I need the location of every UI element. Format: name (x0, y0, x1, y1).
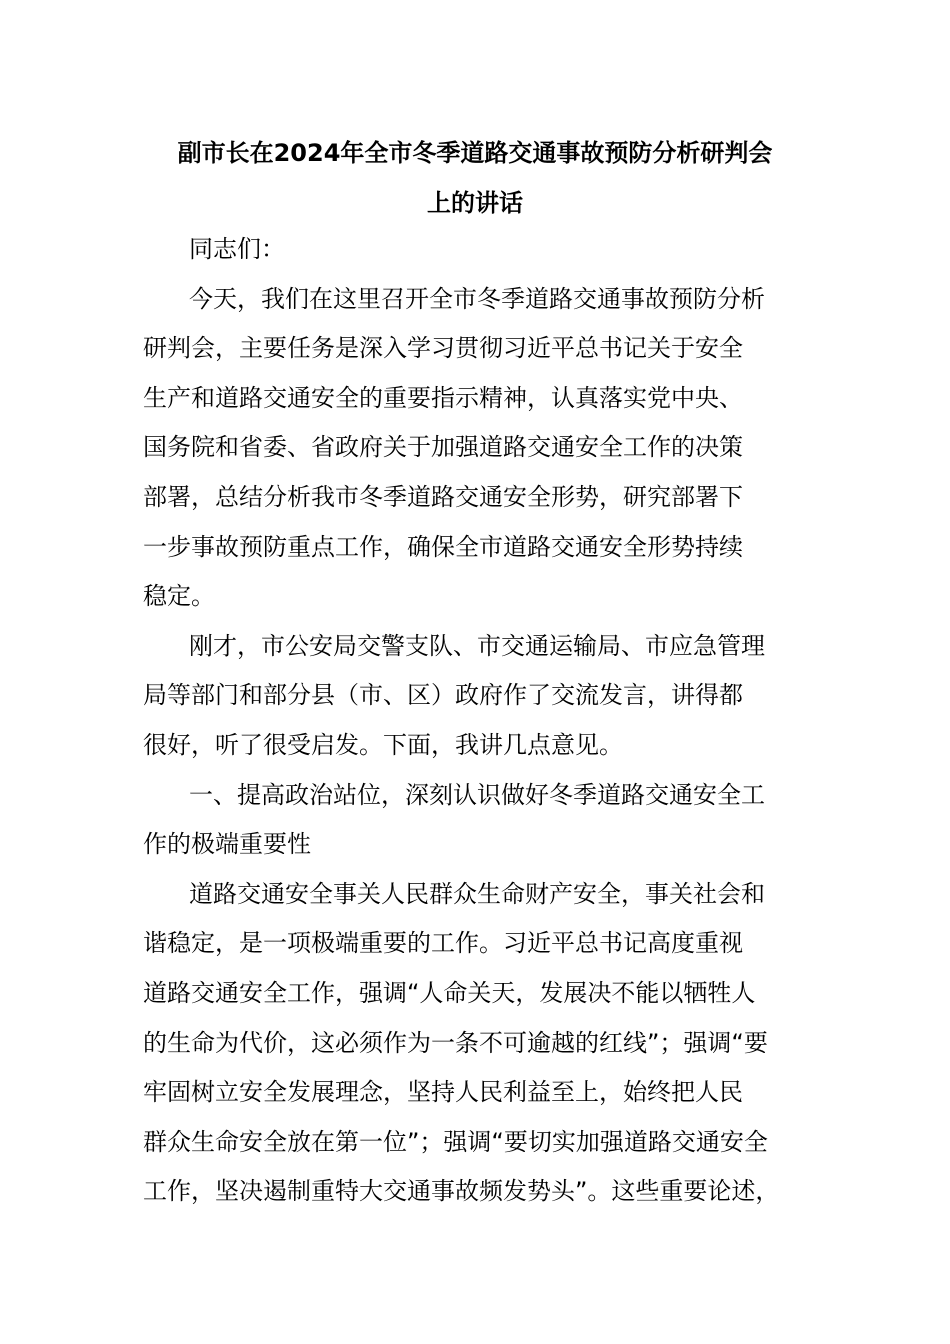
document-title (140, 128, 810, 228)
salutation (143, 225, 813, 275)
document-body (143, 225, 813, 1217)
salutation-text: 同志们： (189, 235, 285, 263)
paragraph-line: 谐稳定，是一项极端重要的工作。习近平总书记高度重视 (143, 929, 743, 958)
paragraph-line: 群众生命安全放在第一位”；强调“要切实加强道路交通安全 (143, 1127, 768, 1156)
paragraph-opening (143, 275, 813, 622)
paragraph-line: 研判会，主要任务是深入学习贯彻习近平总书记关于安全 (143, 334, 743, 363)
paragraph-line: 国务院和省委、省政府关于加强道路交通安全工作的决策 (143, 433, 743, 462)
heading-line: 一、提高政治站位，深刻认识做好冬季道路交通安全工 (189, 780, 765, 809)
paragraph-line: 生产和道路交通安全的重要指示精神，认真落实党中央、 (143, 383, 743, 412)
paragraph-line: 一步事故预防重点工作，确保全市道路交通安全形势持续 (143, 532, 743, 561)
paragraph-line: 很好，听了很受启发。下面，我讲几点意见。 (143, 730, 623, 759)
heading-line: 作的极端重要性 (143, 830, 311, 859)
paragraph-line: 道路交通安全工作，强调“人命关天，发展决不能以牺牲人 (143, 978, 756, 1007)
paragraph-line: 的生命为代价，这必须作为一条不可逾越的红线”；强调“要 (143, 1028, 768, 1057)
paragraph-line: 牢固树立安全发展理念，坚持人民利益至上，始终把人民 (143, 1078, 743, 1107)
paragraph-line: 道路交通安全事关人民群众生命财产安全，事关社会和 (189, 879, 765, 908)
title-line-2: 上的讲话 (427, 189, 523, 217)
paragraph-line: 刚才，市公安局交警支队、市交通运输局、市应急管理 (189, 631, 765, 660)
paragraph-line: 部署，总结分析我市冬季道路交通安全形势，研究部署下 (143, 482, 743, 511)
paragraph-line: 今天，我们在这里召开全市冬季道路交通事故预防分析 (189, 284, 765, 313)
paragraph-line: 工作，坚决遏制重特大交通事故频发势头”。这些重要论述， (143, 1177, 780, 1206)
title-line-1: 副市长在2024年全市冬季道路交通事故预防分析研判会 (177, 139, 773, 167)
paragraph-importance (143, 870, 813, 1217)
paragraph-line: 稳定。 (143, 582, 215, 611)
section-heading-1 (143, 771, 813, 870)
paragraph-feedback (143, 622, 813, 771)
paragraph-line: 局等部门和部分县（市、区）政府作了交流发言，讲得都 (143, 681, 743, 710)
